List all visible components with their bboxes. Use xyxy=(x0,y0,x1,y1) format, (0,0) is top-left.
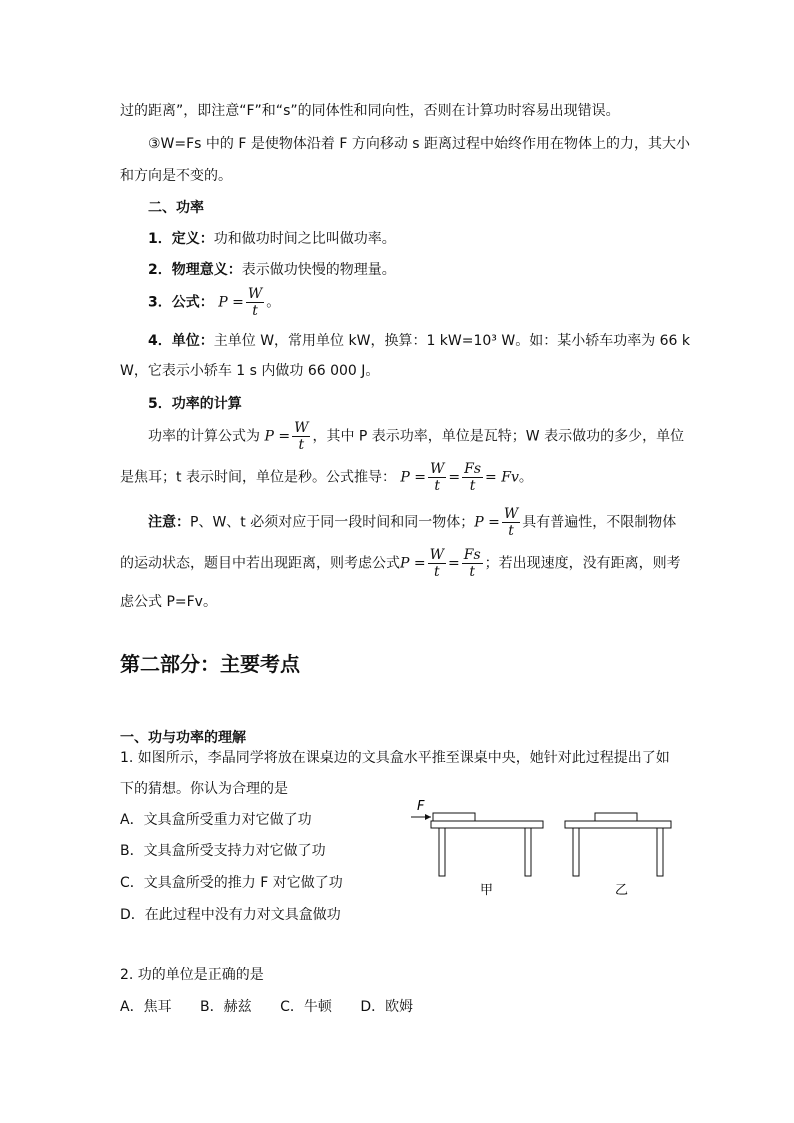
calc-text: 。 xyxy=(518,469,533,486)
q2-options xyxy=(120,997,675,1017)
figure-label-a: 甲 xyxy=(480,883,494,898)
note-text: ；若出现速度，没有距离，则考 xyxy=(484,555,681,572)
unit-text: 主单位 W，常用单位 kW，换算：1 kW=10³ W。如：某小轿车功率为 66 k xyxy=(213,333,691,349)
formula-line xyxy=(148,286,703,319)
text-line: 过的距离”，即注意“F”和“s”的同体性和同向性，否则在计算功时容易出现错误。 xyxy=(120,103,620,119)
text-line: 和方向是不变的。 xyxy=(120,168,232,184)
calc-heading: 5．功率的计算 xyxy=(148,396,242,412)
definition-label: 1．定义： xyxy=(148,231,214,247)
note-text: 具有普遍性，不限制物体 xyxy=(522,514,677,531)
unit-line-2: W，它表示小轿车 1 s 内做功 66 000 J。 xyxy=(120,363,380,379)
note-text: P、W、t 必须对应于同一段时间和同一物体； xyxy=(190,514,475,531)
force-label: F xyxy=(417,799,425,814)
desk-top-a xyxy=(431,821,543,828)
fraction-fs-over-t: $\frac{Fs}{t}$ xyxy=(463,547,481,580)
q1-stem-2: 下的猜想。你认为合理的是 xyxy=(120,781,288,797)
fraction-w-over-t: $\frac{W}{t}$ xyxy=(430,461,445,494)
calc-text: 功率的计算公式为 xyxy=(148,428,260,445)
desk-leg-a-left xyxy=(439,828,445,876)
note-text: 的运动状态，题目中若出现距离，则考虑公式 xyxy=(120,555,400,572)
formula-end: 。 xyxy=(266,294,281,311)
definition-line xyxy=(148,229,703,249)
fraction-w-over-t: $\frac{W}{t}$ xyxy=(429,547,444,580)
calc-text: 是焦耳；t 表示时间，单位是秒。公式推导： xyxy=(120,469,396,486)
calc-line-1 xyxy=(148,420,703,453)
calc-line-2: 是焦耳；t 表示时间，单位是秒。公式推导： P = $\frac{W}{t}$ = $\frac{Fs}{t}$ = Fv。 xyxy=(120,461,533,494)
desk-top-b xyxy=(565,821,671,828)
q1-option-a: A．文具盒所受重力对它做了功 xyxy=(120,812,312,828)
part-two-title: 第二部分：主要考点 xyxy=(120,652,300,676)
q2-option-a: A．焦耳 xyxy=(120,999,172,1015)
formula-p-equals: P = xyxy=(400,469,427,486)
meaning-label: 2．物理意义： xyxy=(148,262,242,278)
section-heading-power: 二、功率 xyxy=(148,200,204,216)
desk-b xyxy=(565,813,671,898)
desk-leg-a-right xyxy=(525,828,531,876)
note-line-1 xyxy=(148,506,703,539)
arrow-head-icon xyxy=(425,814,431,820)
formula-p-equals: P = xyxy=(218,294,244,311)
unit-line xyxy=(148,331,703,351)
q2-option-b: B．赫兹 xyxy=(200,999,252,1015)
meaning-line xyxy=(148,260,703,280)
calc-text: ，其中 P 表示功率，单位是瓦特；W 表示做功的多少，单位 xyxy=(312,428,685,445)
pencil-box-a xyxy=(433,813,475,821)
q2-option-c: C．牛顿 xyxy=(280,999,332,1015)
desk-a xyxy=(411,799,543,898)
fraction-w-over-t: $\frac{W}{t}$ xyxy=(294,420,309,453)
formula-p-equals: P = xyxy=(264,428,291,445)
unit-label: 4．单位： xyxy=(148,333,214,349)
section-heading-work-power: 一、功与功率的理解 xyxy=(120,730,246,746)
meaning-text: 表示做功快慢的物理量。 xyxy=(241,262,396,278)
definition-text: 功和做功时间之比叫做功率。 xyxy=(213,231,396,247)
desk-leg-b-left xyxy=(573,828,579,876)
fraction-w-over-t: $\frac{W}{t}$ xyxy=(247,286,263,319)
q2-option-d: D．欧姆 xyxy=(360,999,414,1015)
note-line-3: 虑公式 P=Fv。 xyxy=(120,594,217,610)
note-line-2: 的运动状态，题目中若出现距离，则考虑公式P = $\frac{W}{t}$ = $\frac{Fs}{t}$ ；若出现速度，没有距离，则考 xyxy=(120,547,681,580)
formula-p-equals: P = xyxy=(400,555,426,572)
pencil-box-b xyxy=(595,813,637,821)
note-label: 注意： xyxy=(148,514,190,531)
q1-option-b: B．文具盒所受支持力对它做了功 xyxy=(120,843,326,859)
formula-label: 3．公式： xyxy=(148,294,214,311)
q1-option-d: D．在此过程中没有力对文具盒做功 xyxy=(120,907,341,923)
desk-leg-b-right xyxy=(657,828,663,876)
formula-p-equals: P = xyxy=(474,514,500,531)
q1-option-c: C．文具盒所受的推力 F 对它做了功 xyxy=(120,875,343,891)
desk-figure xyxy=(405,795,685,900)
q1-stem-1: 1. 如图所示，李晶同学将放在课桌边的文具盒水平推至课桌中央，她针对此过程提出了如 xyxy=(120,750,670,766)
text-line: ③W=Fs 中的 F 是使物体沿着 F 方向移动 s 距离过程中始终作用在物体上的力，其大小 xyxy=(148,136,691,152)
fraction-fs-over-t: $\frac{Fs}{t}$ xyxy=(464,461,482,494)
figure-label-b: 乙 xyxy=(615,883,629,898)
fraction-w-over-t: $\frac{W}{t}$ xyxy=(503,506,519,539)
q2-stem: 2. 功的单位是正确的是 xyxy=(120,967,264,983)
